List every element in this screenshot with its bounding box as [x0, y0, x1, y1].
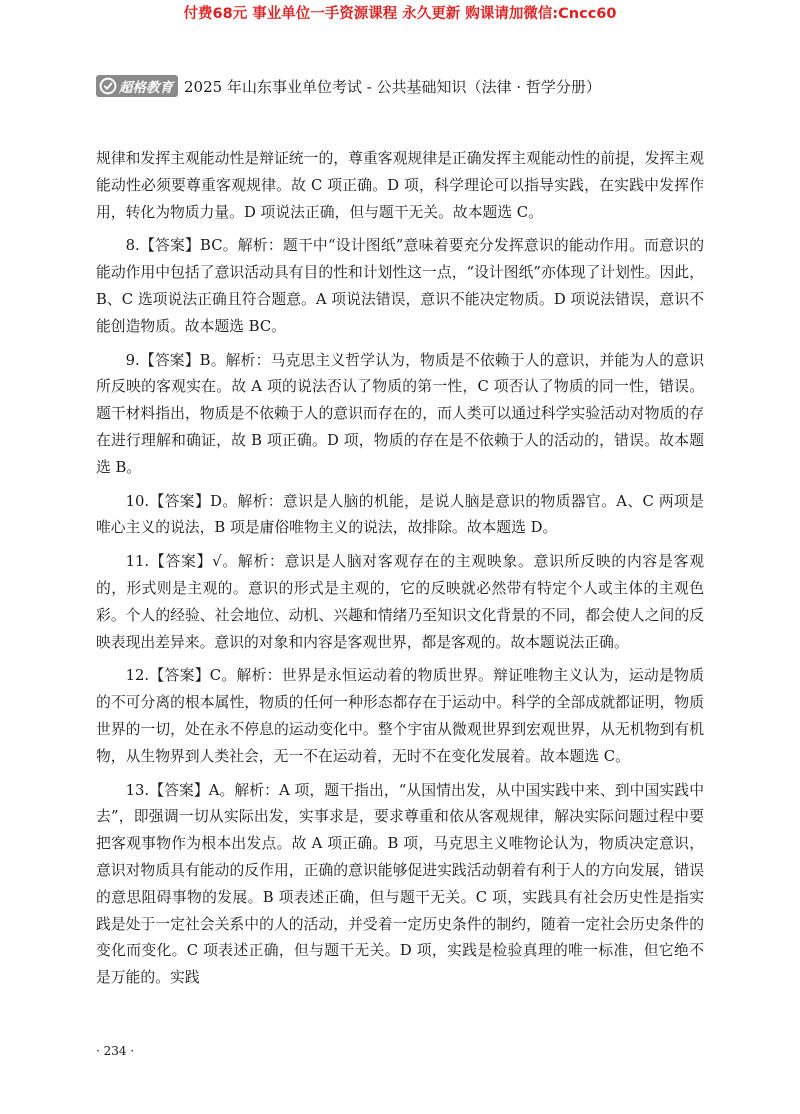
answer-13: 13.【答案】A。解析：A 项，题干指出，“从国情出发，从中国实践中来、到中国实践中去”，即强调一切从实际出发，实事求是，要求尊重和依从客观规律，解决实际问题过程中要把客观事物作为根本出发点。故 A 项正确。B 项，马克思主义唯物论认为，物质决定意识，意识对物质具有能动的反作用，正确的意识能够促进实践活动朝着有利于人的方向发展，错误的意思阻碍事物的发展。B 项表述正确，但与题干无关。C 项，实践具有社会历史性是指实践是处于一定社会关系中的人的活动，并受着一定历史条件的制约，随着一定社会历史条件的变化而变化。C 项表述正确，但与题干无关。D 项，实践是检验真理的唯一标准，但它绝不是万能的。实践: [96, 781, 704, 987]
answer-10: 10.【答案】D。解析：意识是人脑的机能，是说人脑是意识的物质器官。A、C 两项是唯心主义的说法，B 项是庸俗唯物主义的说法，故排除。故本题选 D。: [96, 492, 704, 537]
promo-banner: 付费68元 事业单位一手资源课程 永久更新 购课请加微信:Cncc60: [183, 6, 617, 22]
answer-11: 11.【答案】√。解析：意识是人脑对客观存在的主观映象。意识所反映的内容是客观的，形式则是主观的。意识的形式是主观的，它的反映就必然带有特定个人或主体的主观色彩。个人的经验、社会地位、动机、兴趣和情绪乃至知识文化背景的不同，都会使人之间的反映表现出差异来。意识的对象和内容是客观世界，都是客观的。故本题说法正确。: [96, 553, 704, 651]
page-number: · 234 ·: [96, 1044, 135, 1058]
answer-12: 12.【答案】C。解析：世界是永恒运动着的物质世界。辩证唯物主义认为，运动是物质的不可分离的根本属性，物质的任何一种形态都存在于运动中。科学的全部成就都证明，物质世界的一切，处在永不停息的运动变化中。整个宇宙从微观世界到宏观世界，从无机物到有机物，从生物界到人类社会，无一不在运动着，无时不在变化发展着。故本题选 C。: [96, 667, 704, 765]
book-title: 2025 年山东事业单位考试 - 公共基础知识（法律 · 哲学分册）: [184, 77, 601, 96]
page-header: [96, 74, 601, 98]
publisher-logo: [96, 75, 178, 97]
answer-9: 9.【答案】B。解析：马克思主义哲学认为，物质是不依赖于人的意识，并能为人的意识所反映的客观实在。故 A 项的说法否认了物质的第一性，C 项否认了物质的同一性，错误。题干材料指出，物质是不依赖于人的意识而存在的，而人类可以通过科学实验活动对物质的存在进行理解和确证，故 B 项正确。D 项，物质的存在是不依赖于人的活动的，错误。故本题选 B。: [96, 351, 704, 476]
supergrid-logo-icon: [99, 77, 117, 95]
page-body: [96, 146, 704, 999]
answer-8: 8.【答案】BC。解析：题干中“设计图纸”意味着要充分发挥意识的能动作用。而意识的能动作用中包括了意识活动具有目的性和计划性这一点，“设计图纸”亦体现了计划性。因此，B、C 选项说法正确且符合题意。A 项说法错误，意识不能决定物质。D 项说法错误，意识不能创造物质。故本题选 BC。: [96, 237, 704, 335]
logo-text: 超格教育: [119, 80, 173, 96]
paragraph-continued: 规律和发挥主观能动性是辩证统一的，尊重客观规律是正确发挥主观能动性的前提，发挥主观能动性必须要尊重客观规律。故 C 项正确。D 项，科学理论可以指导实践，在实践中发挥作用，转化为物质力量。D 项说法正确，但与题干无关。故本题选 C。: [96, 150, 704, 221]
